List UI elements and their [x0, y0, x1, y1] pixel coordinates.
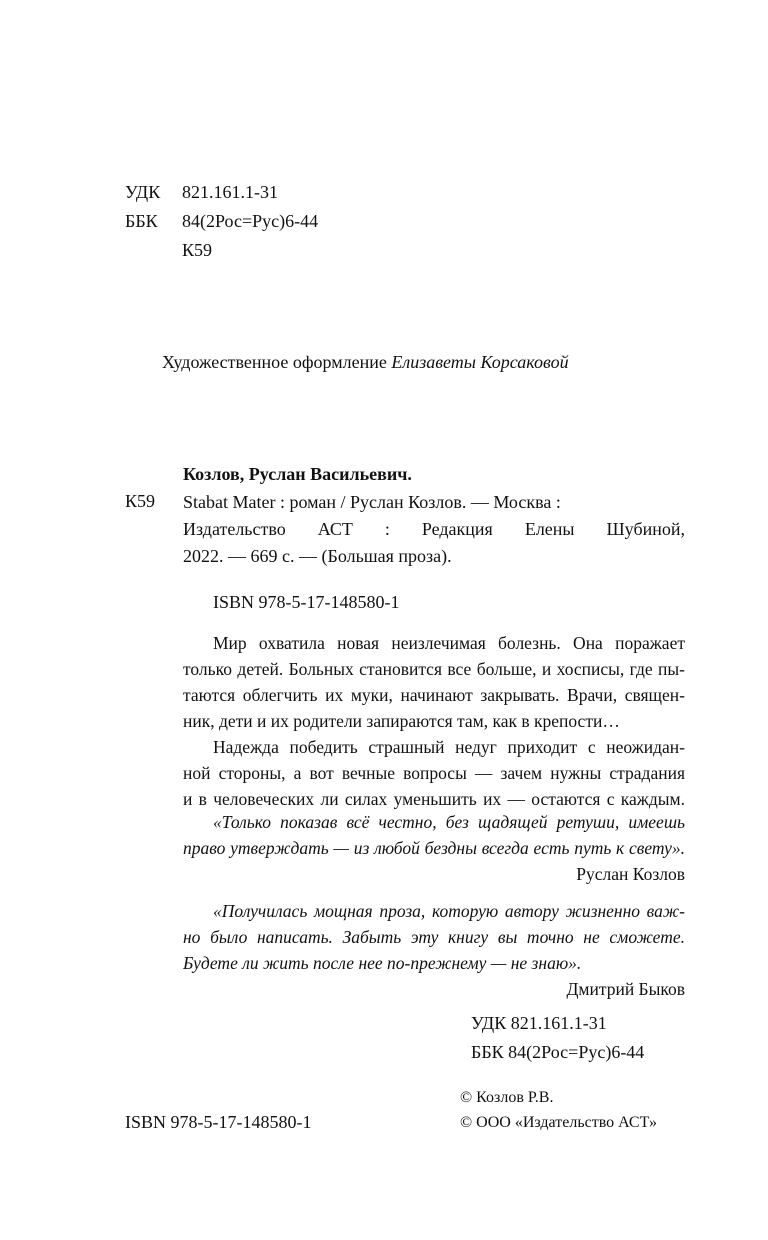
annotation-p2-line-1: Надежда победить страшный недуг приходит с неожидан- [213, 737, 685, 757]
bottom-bbk: ББК 84(2Рос=Рус)6-44 [471, 1042, 645, 1062]
quote-1-author: Руслан Козлов [576, 864, 685, 884]
design-credit-name: Елизаветы Корсаковой [391, 352, 569, 372]
quote-1-line-2: право утверждать — из любой бездны всегда есть путь к свету». [183, 838, 685, 858]
design-credit [162, 352, 569, 373]
annotation-p1-line-2: только детей. Больных становится все больше, и хосписы, где пы- [183, 659, 685, 679]
quote-2-line-2: но было написать. Забыть эту книгу вы точно не сможете. [183, 927, 685, 947]
bbk-row [125, 207, 318, 236]
annotation-p1-line-3: таются облегчить их муки, начинают закрывать. Врачи, священ- [183, 685, 685, 705]
udk-row [125, 178, 318, 207]
catalog-author: Козлов, Руслан Васильевич. [183, 464, 412, 484]
catalog-line-2: Издательство АСТ : Редакция Елены Шубиной, [183, 519, 685, 539]
catalog-isbn: ISBN 978-5-17-148580-1 [213, 592, 400, 612]
bbk-label: ББК [125, 211, 158, 231]
annotation [183, 630, 685, 812]
annotation-p1-line-1: Мир охватила новая неизлечимая болезнь. Она поражает [213, 633, 685, 653]
catalog-line-3: 2022. — 669 с. — (Большая проза). [183, 546, 452, 566]
udk-value: 821.161.1-31 [182, 182, 278, 202]
annotation-p2-line-2: ной стороны, а вот вечные вопросы — зачем нужны страдания [183, 763, 685, 783]
catalog-line-1: Stabat Mater : роман / Руслан Козлов. — Москва : [183, 492, 561, 512]
index-block-top [125, 178, 318, 265]
design-credit-prefix: Художественное оформление [162, 352, 392, 372]
quote-2 [183, 898, 685, 1002]
bottom-isbn: ISBN 978-5-17-148580-1 [125, 1112, 312, 1132]
quote-2-line-3: Будете ли жить после нее по-прежнему — не знаю». [183, 953, 582, 973]
quote-1 [183, 809, 685, 887]
udk-label: УДК [125, 182, 161, 202]
annotation-p2-line-3: и в человеческих ли силах уменьшить их — остаются с каждым. [183, 789, 685, 809]
quote-2-line-1: «Получилась мощная проза, которую автору жизненно важ- [213, 901, 685, 921]
author-mark-top: К59 [182, 240, 213, 260]
author-mark-row [125, 236, 318, 265]
bottom-udk: УДК 821.161.1-31 [471, 1013, 607, 1033]
copyright-author: © Козлов Р.В. [460, 1089, 554, 1106]
annotation-p1-line-4: ник, дети и их родители запираются там, как в крепости… [183, 711, 620, 731]
bbk-value: 84(2Рос=Рус)6-44 [182, 211, 319, 231]
quote-2-author: Дмитрий Быков [566, 979, 685, 999]
copyright-publisher: © ООО «Издательство АСТ» [460, 1114, 657, 1131]
catalog-author-mark: К59 [125, 491, 156, 511]
quote-1-line-1: «Только показав всё честно, без щадящей ретуши, имеешь [213, 812, 685, 832]
